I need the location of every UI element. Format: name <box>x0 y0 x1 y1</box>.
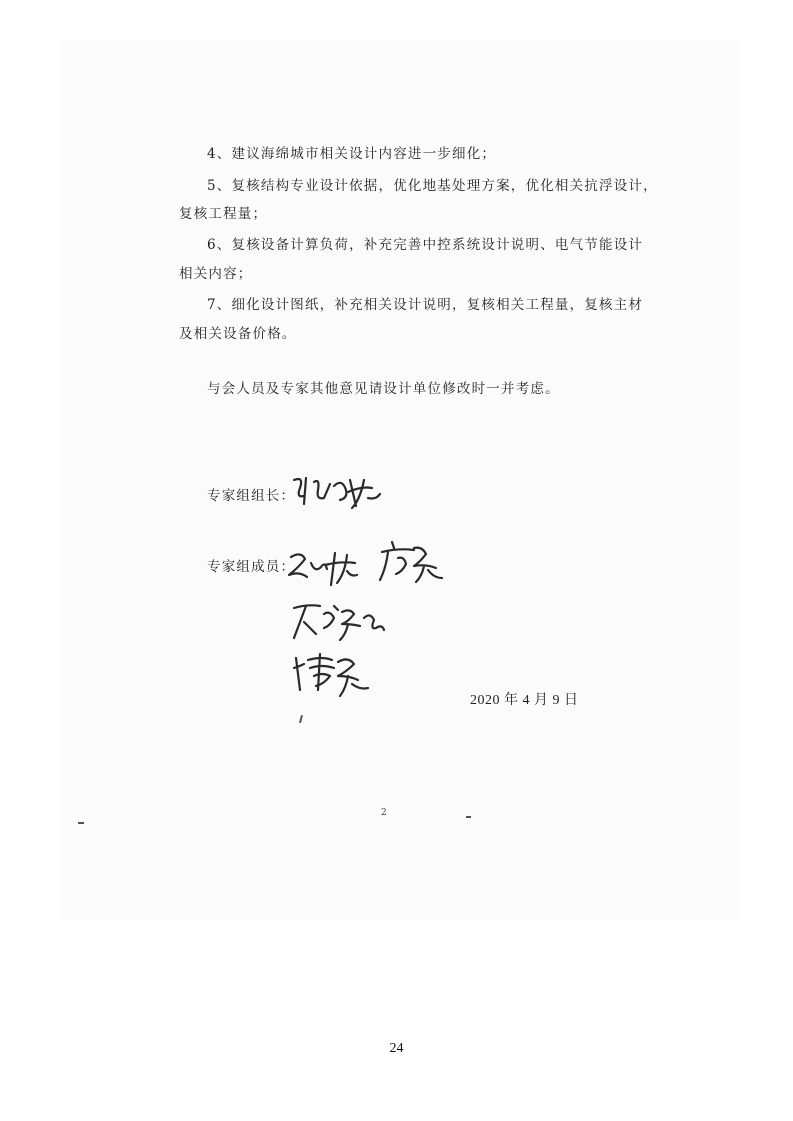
paragraph-7-line-2: 及相关设备价格。 <box>179 326 297 342</box>
paragraph-6-line-1: 6、复核设备计算负荷，补充完善中控系统设计说明、电气节能设计 <box>207 237 644 253</box>
members-label: 专家组成员： <box>207 559 296 575</box>
stray-dash-right <box>466 816 471 818</box>
member-signature-1 <box>285 545 365 590</box>
leader-signature <box>290 470 390 515</box>
signing-date: 2020 年 4 月 9 日 <box>470 693 579 708</box>
member-signature-3 <box>290 598 390 648</box>
scanned-page <box>60 40 740 920</box>
closing-note: 与会人员及专家其他意见请设计单位修改时一并考虑。 <box>207 381 560 397</box>
paragraph-7-line-1: 7、细化设计图纸，补充相关设计说明，复核相关工程量，复核主材 <box>207 297 644 313</box>
paragraph-5-line-2: 复核工程量； <box>179 206 268 222</box>
member-signature-2 <box>378 538 448 588</box>
paragraph-6-line-2: 相关内容； <box>179 266 253 282</box>
page-number: 24 <box>389 1041 404 1056</box>
stray-dash-left <box>78 822 84 824</box>
leader-label: 专家组组长： <box>207 488 296 504</box>
paragraph-5-line-1: 5、复核结构专业设计依据，优化地基处理方案，优化相关抗浮设计， <box>207 178 658 194</box>
paragraph-4: 4、建议海绵城市相关设计内容进一步细化； <box>207 146 497 162</box>
member-signature-4 <box>292 650 372 700</box>
inner-page-number: 2 <box>381 808 387 818</box>
